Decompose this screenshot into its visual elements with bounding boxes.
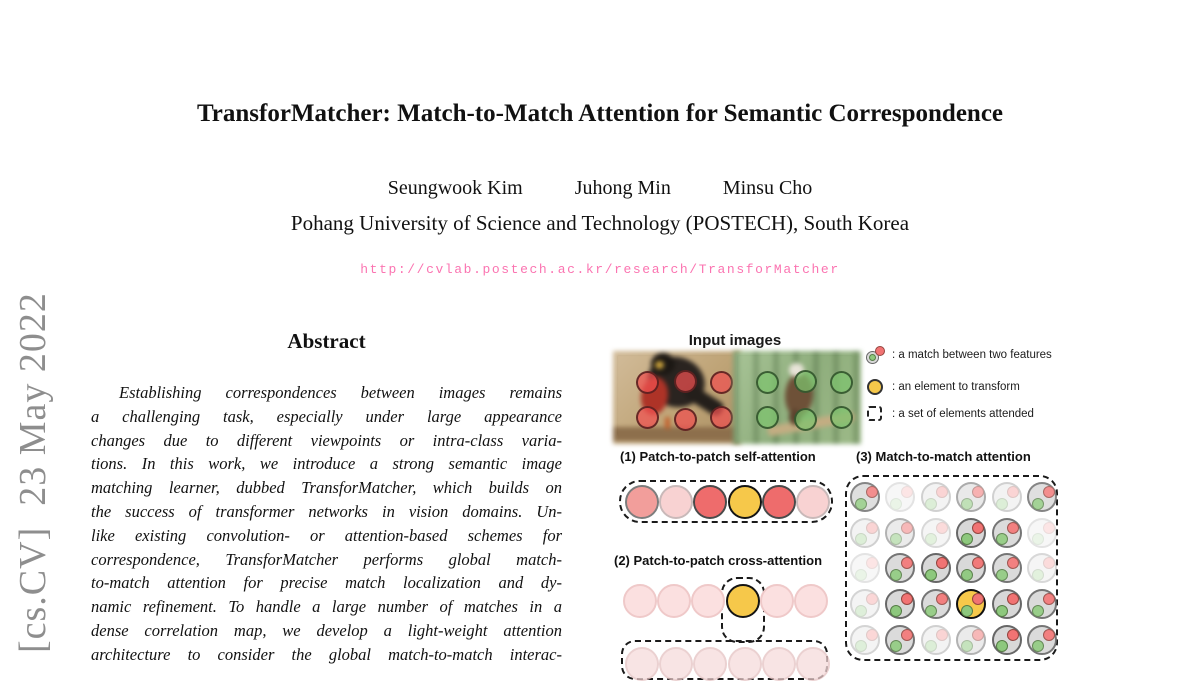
- green-feature-dot: [996, 498, 1008, 510]
- abstract-heading: Abstract: [287, 329, 366, 353]
- eagle-photo: [733, 351, 861, 444]
- green-feature-dot: [925, 640, 937, 652]
- red-feature-dot: [901, 629, 913, 641]
- author-1: Seungwook Kim: [387, 177, 523, 199]
- author-2: Juhong Min: [574, 177, 671, 199]
- red-feature-dot: [972, 557, 984, 569]
- match-cell: [850, 589, 880, 619]
- source-image: [617, 355, 733, 436]
- panel1-label: (1) Patch-to-patch self-attention: [620, 449, 816, 464]
- red-feature-dot: [972, 593, 984, 605]
- panel3-label: (3) Match-to-match attention: [856, 449, 1031, 464]
- green-feature-dot: [890, 569, 902, 581]
- project-url-link[interactable]: http://cvlab.postech.ac.kr/research/TransforMatcher: [360, 262, 840, 277]
- strong-patch-circle: [762, 485, 796, 519]
- abstract-body: [91, 381, 562, 667]
- legend-label: : an element to transform: [892, 381, 1020, 393]
- match-cell: [1027, 625, 1057, 655]
- red-feature-dot: [936, 486, 948, 498]
- green-feature-dot: [925, 533, 937, 545]
- red-feature-dot: [866, 629, 878, 641]
- match-cell: [1027, 482, 1057, 512]
- legend-item: [866, 345, 1052, 365]
- red-feature-dot: [972, 629, 984, 641]
- match-cell: [921, 625, 951, 655]
- abstract-line: the success of transformer networks in vision domains. Un-: [91, 501, 562, 521]
- match-cell: [850, 518, 880, 548]
- green-feature-dot: [925, 569, 937, 581]
- paper-title: TransforMatcher: Match-to-Match Attention for Semantic Correspondence: [196, 100, 1004, 127]
- match-cell: [1027, 589, 1057, 619]
- match-cell: [1027, 518, 1057, 548]
- green-feature-dot: [961, 605, 973, 617]
- red-feature-dot: [866, 557, 878, 569]
- green-feature-circle: [756, 406, 779, 429]
- match-cell: [956, 482, 986, 512]
- match-grid-box: [845, 475, 1058, 661]
- branch: [613, 427, 741, 441]
- red-feature-dot: [972, 486, 984, 498]
- green-feature-dot: [1032, 533, 1044, 545]
- panel2-attended-box: [621, 640, 828, 680]
- abstract-line: Establishing correspondences between images remains: [119, 383, 562, 402]
- match-cell: [992, 553, 1022, 583]
- match-icon: [866, 346, 886, 364]
- red-feature-circle: [710, 371, 733, 394]
- match-cell: [956, 518, 986, 548]
- green-feature-dot: [1032, 605, 1044, 617]
- match-cell: [921, 553, 951, 583]
- green-feature-dot: [1032, 498, 1044, 510]
- abstract-line: dense correlation map, we develop a light-weight attention: [91, 620, 562, 640]
- match-cell: [885, 589, 915, 619]
- red-feature-dot: [1007, 522, 1019, 534]
- match-cell: [921, 518, 951, 548]
- attended-patch-circle: [796, 647, 830, 681]
- red-feature-dot: [866, 486, 878, 498]
- legend-label: : a match between two features: [892, 349, 1052, 361]
- match-cell: [850, 625, 880, 655]
- red-feature-dot: [901, 486, 913, 498]
- green-feature-dot: [890, 640, 902, 652]
- green-feature-dot: [890, 533, 902, 545]
- green-feature-circle: [830, 406, 853, 429]
- abstract-line: a challenging task, especially under large appearance: [91, 406, 562, 426]
- red-feature-dot: [901, 557, 913, 569]
- red-feature-dot: [936, 557, 948, 569]
- attended-patch-circle: [762, 647, 796, 681]
- match-cell: [921, 589, 951, 619]
- green-feature-dot: [961, 569, 973, 581]
- attended-set-icon: [866, 405, 886, 423]
- bird-eye: [655, 361, 664, 369]
- red-feature-dot: [1043, 557, 1055, 569]
- red-feature-dot: [1007, 557, 1019, 569]
- panel1-attended-box: [619, 480, 833, 523]
- transform-element-icon: [866, 378, 886, 396]
- match-cell: [921, 482, 951, 512]
- faint-patch-circle: [760, 584, 794, 618]
- attended-patch-circle: [659, 647, 693, 681]
- match-cell: [992, 482, 1022, 512]
- red-feature-dot: [1043, 522, 1055, 534]
- attended-patch-circle: [693, 647, 727, 681]
- green-feature-dot: [855, 569, 867, 581]
- green-feature-dot: [996, 533, 1008, 545]
- match-cell: [885, 482, 915, 512]
- abstract-line: architecture to consider the global match-to-match interac-: [91, 644, 562, 664]
- abstract-line: like existing convolution- or attention-based schemes for: [91, 525, 562, 545]
- light-patch-circle: [659, 485, 693, 519]
- red-feature-dot: [972, 522, 984, 534]
- target-image: [737, 355, 853, 436]
- red-feature-dot: [936, 522, 948, 534]
- red-feature-dot: [901, 522, 913, 534]
- match-cell: [885, 625, 915, 655]
- input-images-label: Input images: [688, 332, 782, 349]
- green-feature-dot: [961, 498, 973, 510]
- red-feature-circle: [636, 406, 659, 429]
- red-feature-dot: [1007, 486, 1019, 498]
- yellow-patch-circle: [726, 584, 760, 618]
- green-feature-circle: [830, 371, 853, 394]
- medium-patch-circle: [625, 485, 659, 519]
- highlighted-match-cell: [956, 589, 986, 619]
- abstract-line: correspondence, TransforMatcher performs global match-: [91, 549, 562, 569]
- abstract-line: namic refinement. To handle a large number of matches in a: [91, 597, 562, 617]
- green-feature-dot: [996, 569, 1008, 581]
- green-feature-dot: [961, 533, 973, 545]
- red-feature-dot: [866, 593, 878, 605]
- red-feature-dot: [1007, 593, 1019, 605]
- red-feature-dot: [1043, 486, 1055, 498]
- green-feature-dot: [855, 498, 867, 510]
- red-feature-dot: [1043, 629, 1055, 641]
- match-cell: [992, 518, 1022, 548]
- attended-patch-circle: [625, 647, 659, 681]
- green-feature-circle: [756, 371, 779, 394]
- green-feature-dot: [890, 605, 902, 617]
- panel2-label: (2) Patch-to-patch cross-attention: [614, 553, 823, 568]
- match-cell: [992, 589, 1022, 619]
- legend-label: : a set of elements attended: [892, 408, 1034, 420]
- red-feature-circle: [710, 406, 733, 429]
- red-feature-dot: [1043, 593, 1055, 605]
- attended-patch-circle: [728, 647, 762, 681]
- red-feature-circle: [636, 371, 659, 394]
- red-feature-dot: [936, 629, 948, 641]
- green-feature-dot: [890, 498, 902, 510]
- green-feature-dot: [925, 605, 937, 617]
- red-feature-dot: [1007, 629, 1019, 641]
- match-cell: [992, 625, 1022, 655]
- faint-patch-circle: [691, 584, 725, 618]
- red-feature-dot: [901, 593, 913, 605]
- authors-line: [0, 177, 1200, 200]
- green-feature-circle: [794, 370, 817, 393]
- green-feature-dot: [855, 640, 867, 652]
- faint-patch-circle: [657, 584, 691, 618]
- abstract-line: changes due to different viewpoints or intra-class varia-: [91, 430, 562, 450]
- green-feature-dot: [1032, 640, 1044, 652]
- red-feature-circle: [674, 370, 697, 393]
- legend-item: [866, 404, 1034, 424]
- match-cell: [956, 553, 986, 583]
- bird-photo: [613, 351, 741, 444]
- abstract-line: tions. In this work, we introduce a strong semantic image: [91, 454, 562, 474]
- green-feature-dot: [996, 640, 1008, 652]
- yellow-patch-circle: [728, 485, 762, 519]
- strong-patch-circle: [693, 485, 727, 519]
- green-feature-dot: [996, 605, 1008, 617]
- abstract-line: to-match attention for precise match localization and dy-: [91, 573, 562, 593]
- abstract-line: matching learner, dubbed TransforMatcher, which builds on: [91, 478, 562, 498]
- red-feature-circle: [674, 408, 697, 431]
- match-cell: [850, 553, 880, 583]
- green-feature-dot: [855, 533, 867, 545]
- legend-item: [866, 377, 1020, 397]
- affiliation: Pohang University of Science and Technology (POSTECH), South Korea: [290, 211, 910, 235]
- light-patch-circle: [796, 485, 830, 519]
- match-cell: [850, 482, 880, 512]
- red-feature-dot: [866, 522, 878, 534]
- faint-patch-circle: [623, 584, 657, 618]
- red-feature-dot: [936, 593, 948, 605]
- match-cell: [1027, 553, 1057, 583]
- faint-patch-circle: [794, 584, 828, 618]
- green-feature-dot: [855, 605, 867, 617]
- green-feature-dot: [925, 498, 937, 510]
- green-feature-dot: [961, 640, 973, 652]
- author-3: Minsu Cho: [722, 177, 813, 199]
- match-cell: [885, 553, 915, 583]
- bird-leg: [665, 417, 670, 429]
- match-cell: [956, 625, 986, 655]
- green-feature-dot: [1032, 569, 1044, 581]
- arxiv-stamp: [cs.CV] 23 May 2022: [12, 292, 54, 653]
- match-cell: [885, 518, 915, 548]
- green-feature-circle: [794, 408, 817, 431]
